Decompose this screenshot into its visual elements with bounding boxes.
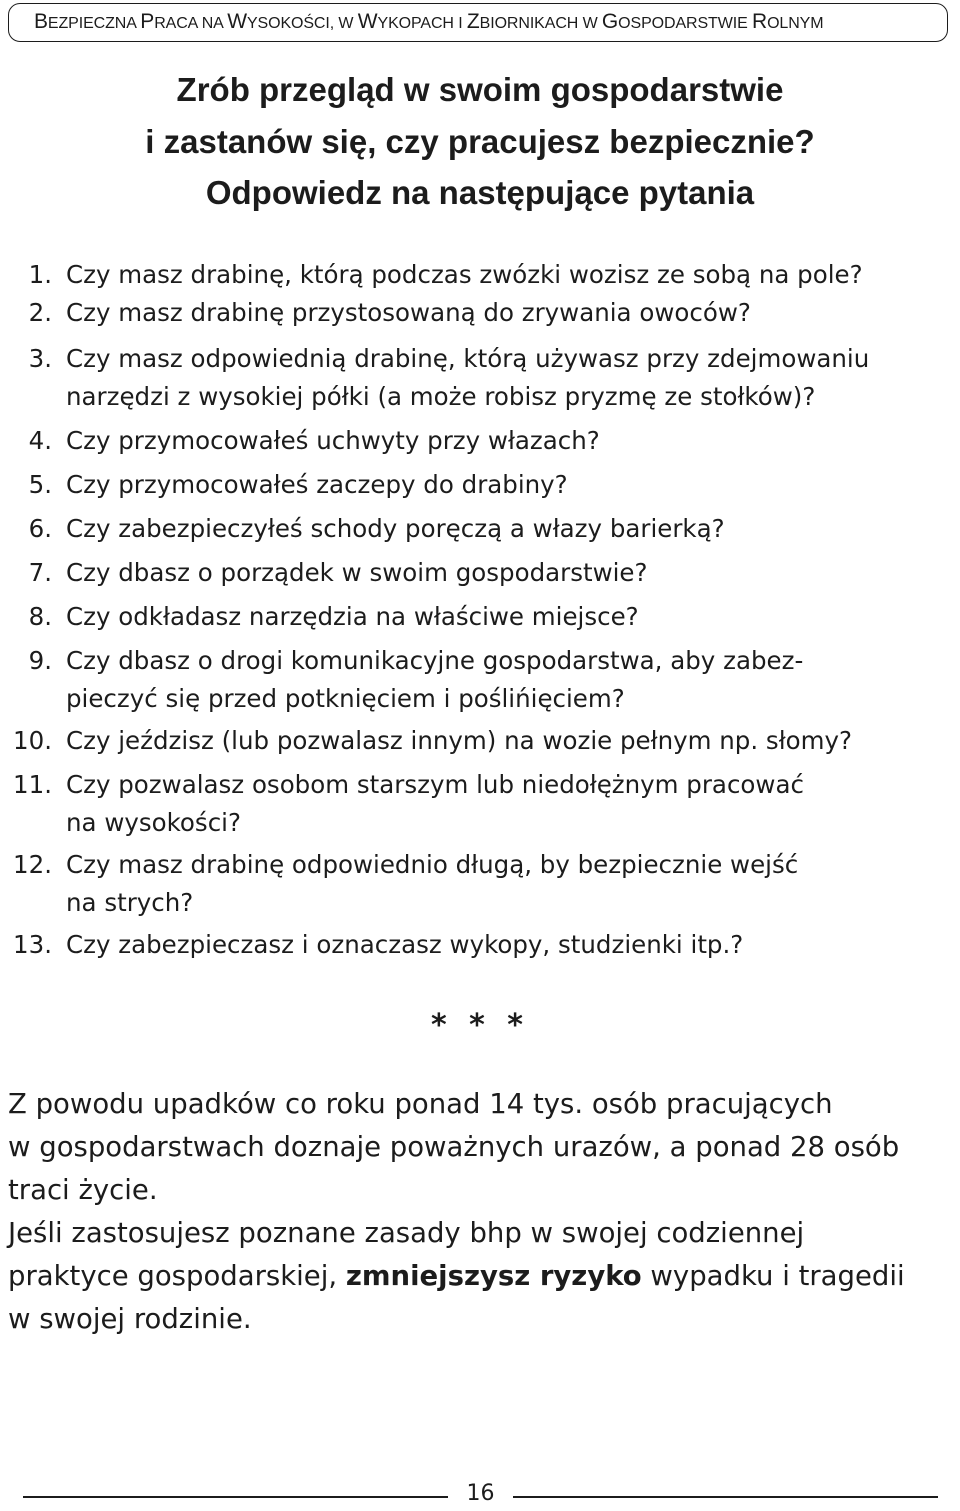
- page-title: [0, 64, 960, 219]
- question-text: Czy masz drabinę przystosowaną do zrywania owoców?: [66, 298, 751, 327]
- question-number: 10.: [13, 726, 52, 755]
- paragraph-line: w swojej rodzinie.: [8, 1303, 252, 1335]
- question-text: Czy masz odpowiednią drabinę, którą używasz przy zdejmowaniu: [66, 344, 870, 373]
- paragraph-advice: [8, 1212, 954, 1341]
- question-text: Czy zabezpieczasz i oznaczasz wykopy, studzienki itp.?: [66, 930, 744, 959]
- question-text: Czy przymocowałeś uchwyty przy włazach?: [66, 426, 600, 455]
- question-number: 9.: [28, 646, 52, 675]
- header-part: ZBIORNIKACH W: [466, 10, 602, 33]
- question-number: 1.: [28, 260, 52, 289]
- question-text-continued: na strych?: [66, 888, 194, 917]
- question-number: 2.: [28, 298, 52, 327]
- title-line: i zastanów się, czy pracujesz bezpiecznie?: [145, 122, 815, 160]
- question-text: Czy przymocowałeś zaczepy do drabiny?: [66, 470, 568, 499]
- emphasis-text: zmniejszysz ryzyko: [345, 1260, 642, 1292]
- question-number: 11.: [13, 770, 52, 799]
- section-separator: * * *: [431, 1008, 529, 1043]
- header-part: PRACA NA: [140, 10, 228, 33]
- question-text: Czy jeździsz (lub pozwalasz innym) na wozie pełnym np. słomy?: [66, 726, 853, 755]
- paragraph-line: praktyce gospodarskiej, zmniejszysz ryzyko wypadku i tragedii: [8, 1260, 905, 1292]
- paragraph-line: Jeśli zastosujesz poznane zasady bhp w swojej codziennej: [8, 1217, 805, 1249]
- header-part: WYSOKOŚCI, W: [227, 10, 358, 33]
- header-part: BEZPIECZNA: [34, 10, 141, 33]
- question-text: Czy masz drabinę, którą podczas zwózki wozisz ze sobą na pole?: [66, 260, 863, 289]
- question-number: 6.: [28, 514, 52, 543]
- paragraph-line: Z powodu upadków co roku ponad 14 tys. osób pracujących: [8, 1088, 833, 1120]
- title-line: Zrób przegląd w swoim gospodarstwie: [176, 71, 784, 108]
- question-number: 5.: [28, 470, 52, 499]
- question-text: Czy masz drabinę odpowiednio długą, by bezpiecznie wejść: [66, 850, 799, 879]
- question-text-continued: na wysokości?: [66, 808, 241, 837]
- header-part: ROLNYM: [752, 10, 824, 33]
- page-number: 16: [466, 1481, 495, 1506]
- paragraph-line: w gospodarstwach doznaje poważnych urazów, a ponad 28 osób: [8, 1131, 900, 1163]
- question-number: 13.: [13, 930, 52, 959]
- paragraph-statistics: [8, 1083, 954, 1212]
- question-text-continued: pieczyć się przed potknięciem i poślińięciem?: [66, 684, 625, 713]
- question-number: 7.: [28, 558, 52, 587]
- question-text: Czy odkładasz narzędzia na właściwe miejsce?: [66, 602, 639, 631]
- header-part: GOSPODARSTWIE: [601, 10, 752, 33]
- footer-rule-left: [23, 1496, 448, 1498]
- title-line: Odpowiedz na następujące pytania: [205, 174, 755, 211]
- paragraph-line: traci życie.: [8, 1174, 158, 1206]
- question-text: Czy dbasz o drogi komunikacyjne gospodarstwa, aby zabez-: [66, 646, 804, 675]
- question-number: 4.: [28, 426, 52, 455]
- question-text: Czy dbasz o porządek w swoim gospodarstwie?: [66, 558, 648, 587]
- question-number: 12.: [13, 850, 52, 879]
- question-number: 3.: [28, 344, 52, 373]
- question-text: Czy pozwalasz osobom starszym lub niedołężnym pracować: [66, 770, 804, 799]
- footer-rule-right: [513, 1496, 938, 1498]
- question-text-continued: narzędzi z wysokiej półki (a może robisz pryzmę ze stołków)?: [66, 382, 816, 411]
- question-text: Czy zabezpieczyłeś schody poręczą a włazy barierką?: [66, 514, 725, 543]
- running-header: [34, 10, 823, 34]
- header-part: WYKOPACH I: [357, 10, 467, 33]
- question-number: 8.: [28, 602, 52, 631]
